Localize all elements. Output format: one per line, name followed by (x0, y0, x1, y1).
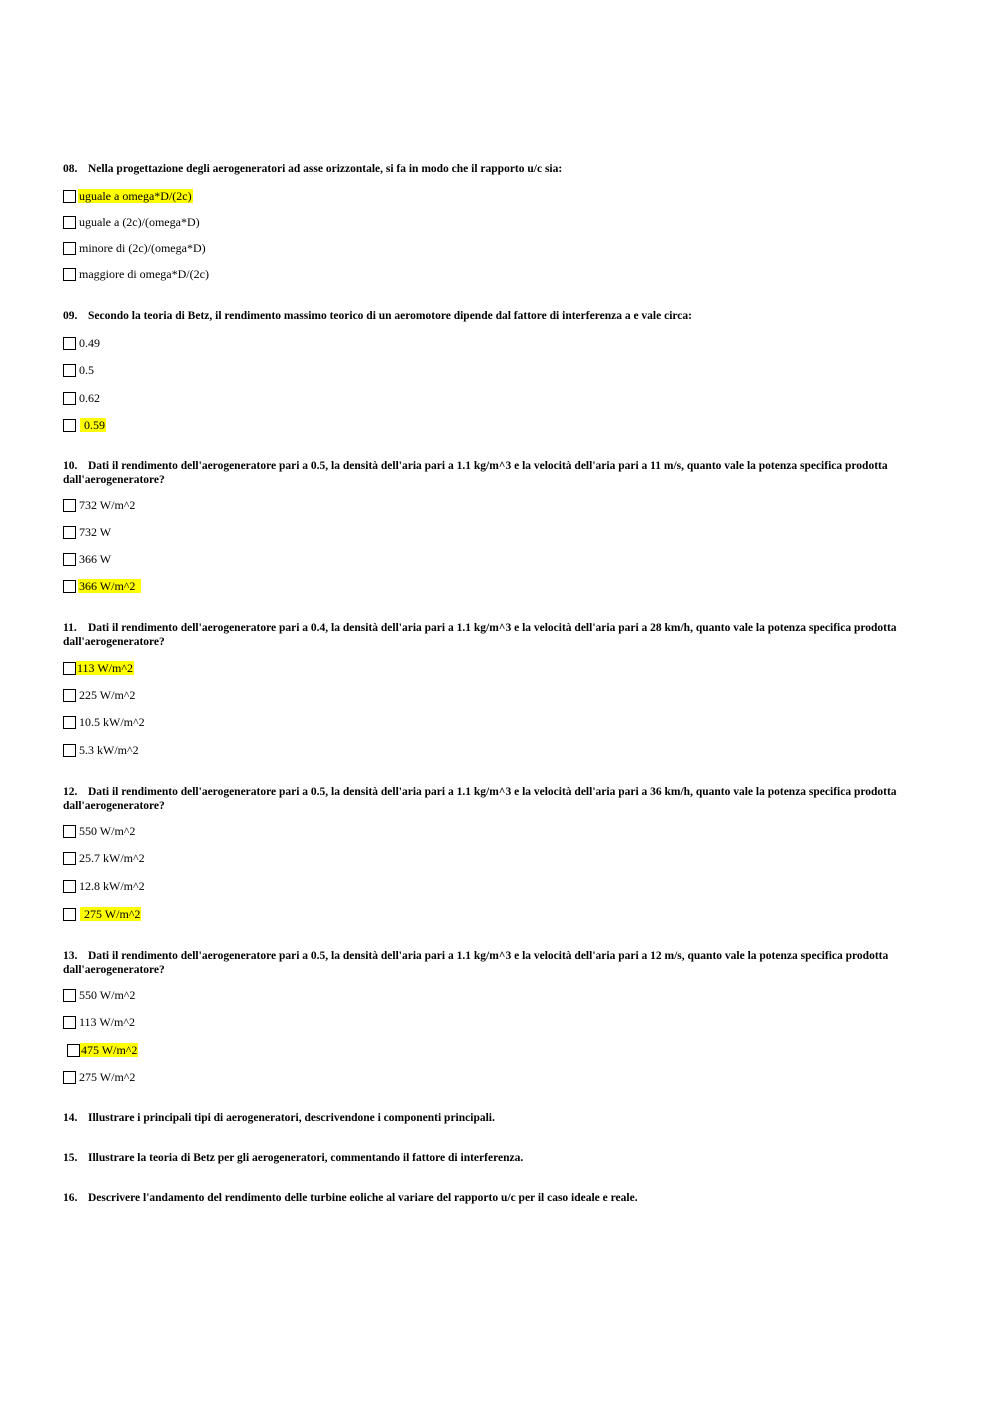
question-number: 11. (63, 622, 77, 634)
checkbox[interactable] (63, 580, 76, 593)
checkbox[interactable] (63, 744, 76, 757)
option[interactable] (63, 551, 112, 567)
option[interactable] (63, 742, 140, 758)
option[interactable] (63, 497, 136, 513)
question-number: 10. (63, 460, 78, 472)
option-label: 475 W/m^2 (81, 1043, 138, 1057)
question-text: 12. Dati il rendimento dell'aerogeneratore pari a 0.5, la densità dell'aria pari a 1.1 kg/m^3 e la velocità dell'aria pari a 36 km/h, quanto vale la potenza specifica prodotta dall'aerogeneratore? (63, 786, 897, 812)
question-text: 10. Dati il rendimento dell'aerogeneratore pari a 0.5, la densità dell'aria pari a 1.1 kg/m^3 e la velocità dell'aria pari a 11 m/s, quanto vale la potenza specifica prodotta dall'aerogeneratore? (63, 460, 888, 486)
question-number: 09. (63, 310, 78, 322)
question-08 (63, 162, 943, 281)
question-text: 08. Nella progettazione degli aerogeneratori ad asse orizzontale, si fa in modo che il rapporto u/c sia: (63, 163, 563, 175)
checkbox[interactable] (63, 825, 76, 838)
checkbox[interactable] (63, 242, 76, 255)
checkbox[interactable] (63, 1016, 76, 1029)
option[interactable] (63, 878, 146, 894)
option-label: maggiore di omega*D/(2c) (79, 267, 209, 281)
option-label: 275 W/m^2 (79, 1070, 136, 1084)
option-label: 550 W/m^2 (79, 988, 136, 1002)
checkbox[interactable] (63, 364, 76, 377)
question-text: 13. Dati il rendimento dell'aerogeneratore pari a 0.5, la densità dell'aria pari a 1.1 kg/m^3 e la velocità dell'aria pari a 12 m/s, quanto vale la potenza specifica prodotta dall'aerogeneratore? (63, 950, 889, 976)
question-number: 16. (63, 1192, 78, 1204)
option[interactable] (63, 335, 101, 351)
option[interactable] (63, 214, 201, 230)
question-text: 15. Illustrare la teoria di Betz per gli aerogeneratori, commentando il fattore di interferenza. (63, 1152, 524, 1164)
option-label: 732 W/m^2 (79, 498, 136, 512)
option-label: 366 W (79, 552, 112, 566)
option-label: 25.7 kW/m^2 (79, 851, 145, 865)
option-label: 10.5 kW/m^2 (79, 715, 145, 729)
checkbox[interactable] (63, 190, 76, 203)
checkbox[interactable] (67, 1044, 80, 1057)
question-16 (63, 1191, 943, 1205)
option-label: 12.8 kW/m^2 (79, 879, 145, 893)
option[interactable] (63, 188, 193, 204)
question-number: 15. (63, 1152, 78, 1164)
checkbox[interactable] (63, 689, 76, 702)
option-label: 5.3 kW/m^2 (79, 743, 139, 757)
checkbox[interactable] (63, 908, 76, 921)
checkbox[interactable] (63, 337, 76, 350)
checkbox[interactable] (63, 526, 76, 539)
checkbox[interactable] (63, 392, 76, 405)
option[interactable] (63, 823, 136, 839)
option[interactable] (63, 390, 101, 406)
option[interactable] (63, 1069, 136, 1085)
option-label: 225 W/m^2 (79, 688, 136, 702)
option-label: 0.59 (80, 418, 106, 432)
question-number: 08. (63, 163, 78, 175)
option[interactable] (63, 266, 210, 282)
checkbox[interactable] (63, 880, 76, 893)
checkbox[interactable] (63, 216, 76, 229)
option[interactable] (63, 578, 141, 594)
checkbox[interactable] (63, 419, 76, 432)
question-15 (63, 1151, 943, 1165)
checkbox[interactable] (63, 553, 76, 566)
question-11 (63, 621, 943, 757)
option[interactable] (63, 417, 106, 433)
question-number: 12. (63, 786, 78, 798)
question-number: 13. (63, 950, 78, 962)
question-text: 16. Descrivere l'andamento del rendimento delle turbine eoliche al variare del rapporto u/c per il caso ideale e reale. (63, 1192, 638, 1204)
option[interactable] (63, 362, 95, 378)
option[interactable] (63, 714, 146, 730)
question-10 (63, 459, 943, 593)
option-label: 732 W (79, 525, 112, 539)
checkbox[interactable] (63, 1071, 76, 1084)
question-12 (63, 785, 943, 921)
option-label: 550 W/m^2 (79, 824, 136, 838)
question-text: 09. Secondo la teoria di Betz, il rendimento massimo teorico di un aeromotore dipende dal fattore di interferenza a e vale circa: (63, 310, 692, 322)
option-label: 113 W/m^2 (79, 1015, 135, 1029)
question-13 (63, 949, 943, 1084)
option-label: 366 W/m^2 (78, 579, 141, 593)
question-14 (63, 1111, 943, 1125)
question-number: 14. (63, 1112, 78, 1124)
option-label: 0.49 (79, 336, 100, 350)
option-label: 113 W/m^2 (77, 661, 133, 675)
option-label: 275 W/m^2 (80, 907, 141, 921)
option[interactable] (63, 850, 146, 866)
question-text: 14. Illustrare i principali tipi di aerogeneratori, descrivendone i componenti principali. (63, 1112, 495, 1124)
option-label: 0.62 (79, 391, 100, 405)
checkbox[interactable] (63, 662, 76, 675)
option[interactable] (63, 660, 134, 676)
checkbox[interactable] (63, 716, 76, 729)
option[interactable] (63, 524, 112, 540)
checkbox[interactable] (63, 852, 76, 865)
option[interactable] (63, 1014, 136, 1030)
question-text: 11. Dati il rendimento dell'aerogeneratore pari a 0.4, la densità dell'aria pari a 1.1 kg/m^3 e la velocità dell'aria pari a 28 km/h, quanto vale la potenza specifica prodotta dall'aerogeneratore? (63, 622, 897, 648)
option-label: minore di (2c)/(omega*D) (79, 241, 206, 255)
checkbox[interactable] (63, 268, 76, 281)
option[interactable] (63, 240, 207, 256)
option[interactable] (67, 1042, 138, 1058)
checkbox[interactable] (63, 989, 76, 1002)
question-09 (63, 309, 943, 432)
option-label: uguale a omega*D/(2c) (79, 189, 192, 203)
option[interactable] (63, 906, 141, 922)
option-label: uguale a (2c)/(omega*D) (79, 215, 200, 229)
option-label: 0.5 (79, 363, 94, 377)
checkbox[interactable] (63, 499, 76, 512)
option[interactable] (63, 687, 136, 703)
option[interactable] (63, 987, 136, 1003)
